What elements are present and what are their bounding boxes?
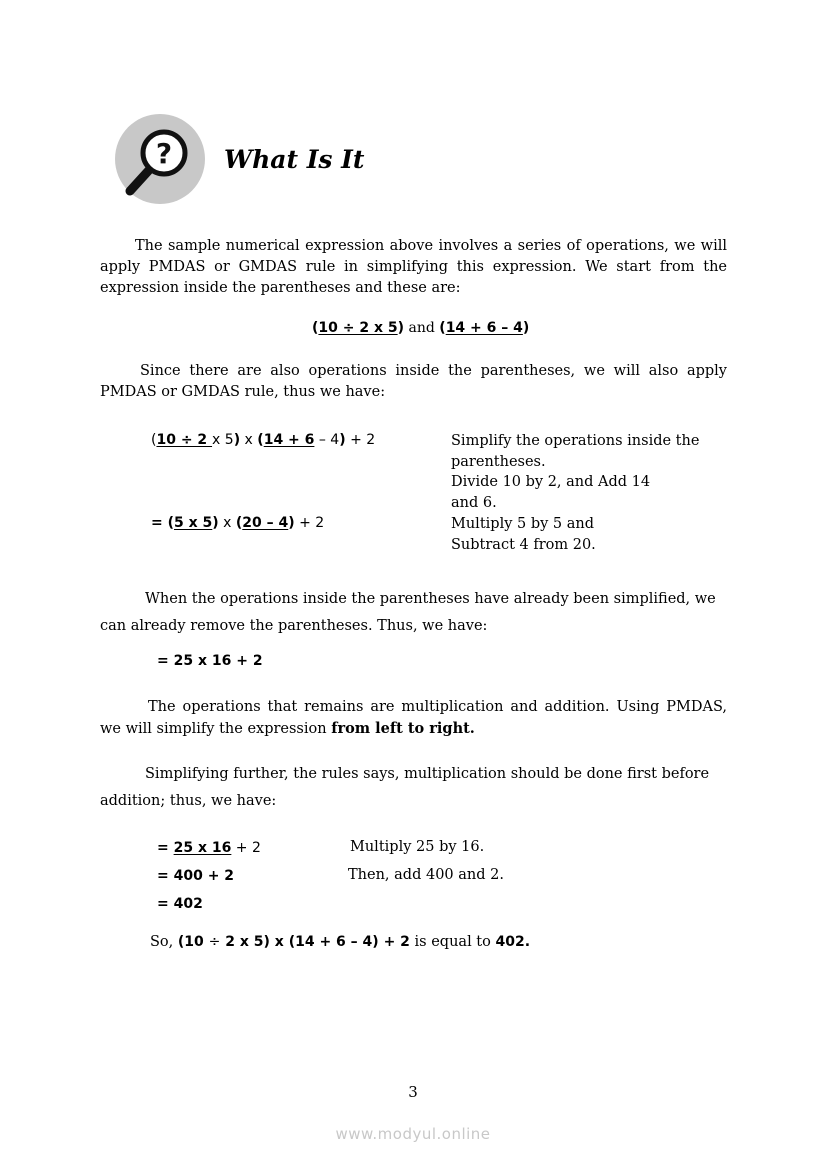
expr-part: 25 x 16 xyxy=(173,840,232,856)
conclusion xyxy=(150,934,530,950)
paragraph-3-line-1: When the operations inside the parentheses have already been simplified, we xyxy=(145,591,716,607)
expr-part: + 2 xyxy=(231,840,261,856)
expr-part: ) xyxy=(233,432,241,448)
expr-part: 5 x 5 xyxy=(174,515,213,531)
expr-part: x 5 xyxy=(212,432,234,448)
watermark: www.modyul.online xyxy=(335,1125,491,1143)
page-number: 3 xyxy=(408,1083,418,1101)
expr-part: ) xyxy=(288,515,295,531)
conclusion-part: is equal to xyxy=(409,934,496,950)
step-1-expression xyxy=(151,432,375,448)
expr-part: + 2 xyxy=(345,432,376,448)
step-2-notes xyxy=(451,514,721,555)
open-paren: ( xyxy=(312,320,319,336)
expr-part: 10 ÷ 2 xyxy=(156,432,213,448)
note-line: Simplify the operations inside the xyxy=(451,433,700,449)
expr-part: ( xyxy=(151,432,157,448)
emphasis-text: from left to right. xyxy=(331,720,475,737)
expr-part: 20 – 4 xyxy=(242,515,289,531)
step-1-notes xyxy=(451,431,721,513)
paragraph-5-line-1: Simplifying further, the rules says, multiplication should be done first before xyxy=(145,766,710,782)
conclusion-part: ÷ xyxy=(208,934,221,950)
paragraph-4-text: The operations that remains are multiplication and addition. Using PMDAS, we will simplify the expression xyxy=(100,699,727,737)
conclusion-part: 2 x 5) x (14 + 6 – 4) + 2 xyxy=(220,934,410,950)
expr-part: ( xyxy=(235,515,243,531)
final-step-1-note: Multiply 25 by 16. xyxy=(350,839,485,855)
open-paren: ( xyxy=(439,320,446,336)
expr-part: 14 + 6 xyxy=(263,432,315,448)
close-paren: ) xyxy=(522,320,530,336)
expr-part: – 4 xyxy=(314,432,340,448)
final-step-3: = 402 xyxy=(157,896,203,912)
paragraph-3-line-2: can already remove the parentheses. Thus, we have: xyxy=(100,618,488,634)
right-group: 14 + 6 – 4 xyxy=(445,320,523,336)
and-word: and xyxy=(404,320,440,336)
svg-text:?: ? xyxy=(155,137,173,170)
paragraph-2-text: Since there are also operations inside the parentheses, we will also apply PMDAS or GMDAS rule, thus we have: xyxy=(100,363,727,400)
expr-part: ( xyxy=(257,432,264,448)
note-line: Multiply 5 by 5 and xyxy=(451,516,595,532)
paragraph-4 xyxy=(100,697,727,740)
note-line: Subtract 4 from 20. xyxy=(451,536,596,553)
intro-paragraph xyxy=(100,236,727,299)
expr-part: ) xyxy=(339,432,346,448)
left-group: 10 ÷ 2 x 5 xyxy=(318,320,398,336)
expr-part: x xyxy=(218,515,236,531)
conclusion-answer: 402. xyxy=(495,934,531,950)
result-expression: = 25 x 16 + 2 xyxy=(157,653,263,669)
expr-part: ( xyxy=(167,515,175,531)
conclusion-part: (10 xyxy=(177,934,209,950)
expr-part: x xyxy=(240,432,258,448)
final-step-1 xyxy=(157,840,261,856)
parentheses-expression xyxy=(312,320,529,336)
expr-part: = xyxy=(151,515,168,531)
expr-part: + 2 xyxy=(294,515,325,531)
page-title: What Is It xyxy=(224,145,365,174)
conclusion-part: So, xyxy=(150,934,178,950)
expr-part: = xyxy=(157,840,174,856)
final-step-2: = 400 + 2 xyxy=(157,868,235,884)
note-line: parentheses. xyxy=(451,453,546,470)
note-line: and 6. xyxy=(451,494,497,511)
step-2-expression xyxy=(151,515,324,531)
intro-text: The sample numerical expression above involves a series of operations, we will apply PMDAS or GMDAS rule in simplifying this expression. We start from the expression inside the parentheses and these are: xyxy=(100,238,727,296)
final-step-2-note: Then, add 400 and 2. xyxy=(348,867,504,883)
paragraph-2 xyxy=(100,361,727,403)
expr-part: ) xyxy=(212,515,219,531)
close-paren: ) xyxy=(397,320,405,336)
paragraph-5-line-2: addition; thus, we have: xyxy=(100,793,277,809)
note-line: Divide 10 by 2, and Add 14 xyxy=(451,474,651,490)
magnifier-question-icon xyxy=(114,113,206,205)
